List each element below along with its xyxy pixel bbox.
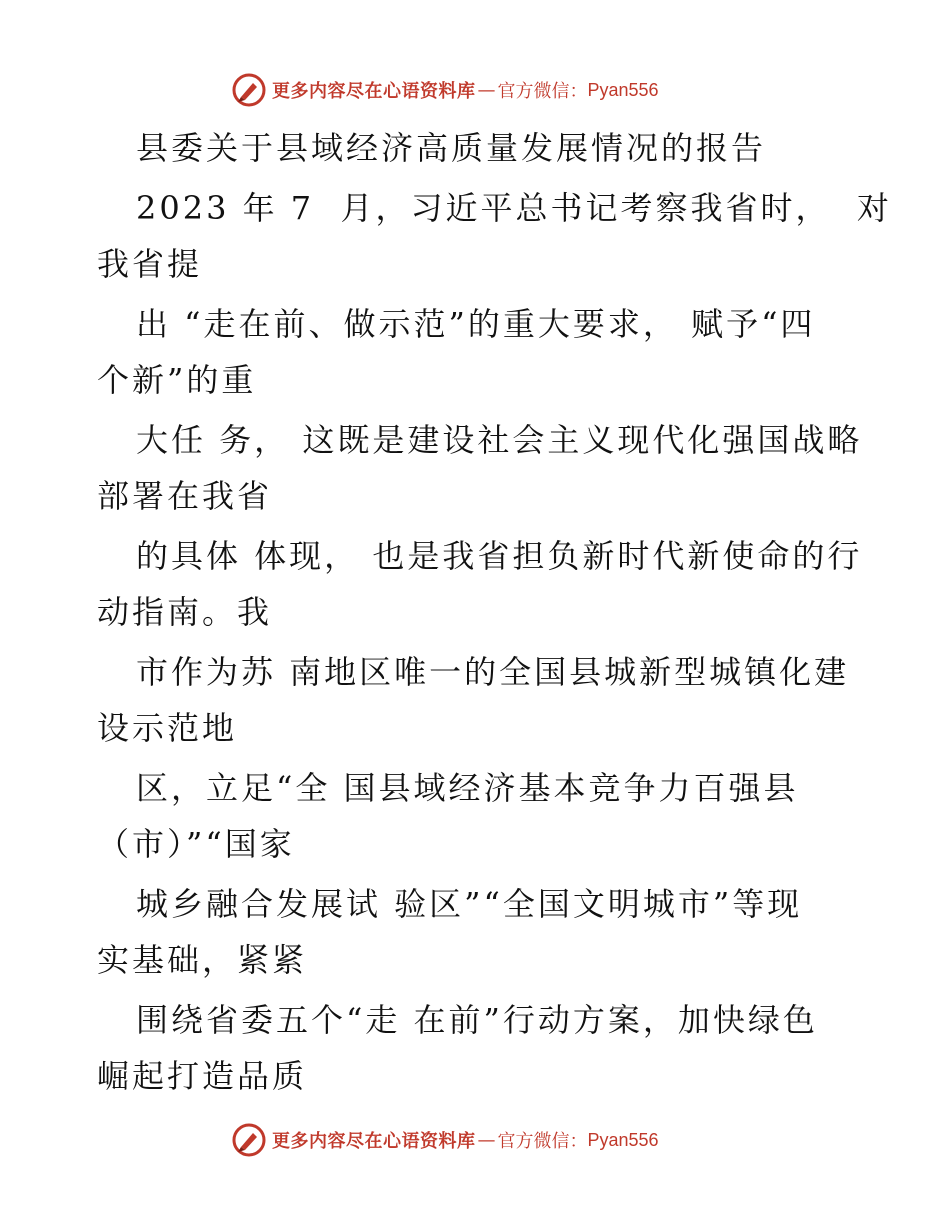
paragraph-line: 我省提 [97, 245, 203, 283]
paragraph-line: 部署在我省 [97, 477, 273, 515]
paragraph-line: 2023 年 7 月，习近平总书记考察我省时， 对 [136, 189, 892, 227]
watermark-wechat-id: Pyan556 [587, 79, 659, 100]
paragraph-line: 围绕省委五个“走 在前”行动方案，加快绿色 [136, 1001, 818, 1039]
watermark-separator: — [477, 79, 496, 101]
watermark-label: 官方微信： [497, 1131, 588, 1152]
watermark-banner-bottom [232, 1120, 732, 1160]
paragraph-line: 大任 务， 这既是建设社会主义现代化强国战略 [136, 421, 863, 459]
watermark-label: 官方微信： [497, 81, 588, 102]
paragraph-line: 市作为苏 南地区唯一的全国县城新型城镇化建 [136, 653, 850, 691]
pen-logo-icon [232, 73, 266, 107]
watermark-wechat-id: Pyan556 [587, 1129, 659, 1150]
watermark-slogan: 更多内容尽在心语资料库 [272, 81, 476, 102]
paragraph-line: 的具体 体现， 也是我省担负新时代新使命的行 [136, 537, 863, 575]
watermark-separator: — [477, 1129, 496, 1151]
watermark-slogan: 更多内容尽在心语资料库 [272, 1131, 476, 1152]
document-title: 县委关于县域经济高质量发展情况的报告 [136, 129, 767, 167]
paragraph-line: 个新”的重 [97, 361, 257, 399]
paragraph-line: 城乡融合发展试 验区”“全国文明城市”等现 [136, 885, 803, 923]
watermark-banner-top [232, 70, 732, 110]
paragraph-line: 实基础，紧紧 [97, 941, 308, 979]
paragraph-line: 设示范地 [97, 709, 238, 747]
paragraph-line: 区，立足“全 国县域经济基本竞争力百强县 [136, 769, 799, 807]
paragraph-line: （市）”“国家 [97, 825, 295, 863]
paragraph-line: 动指南。我 [97, 593, 273, 631]
paragraph-line: 崛起打造品质 [97, 1057, 308, 1095]
pen-logo-icon [232, 1123, 266, 1157]
paragraph-line: 出 “走在前、做示范”的重大要求， 赋予“四 [136, 305, 816, 343]
